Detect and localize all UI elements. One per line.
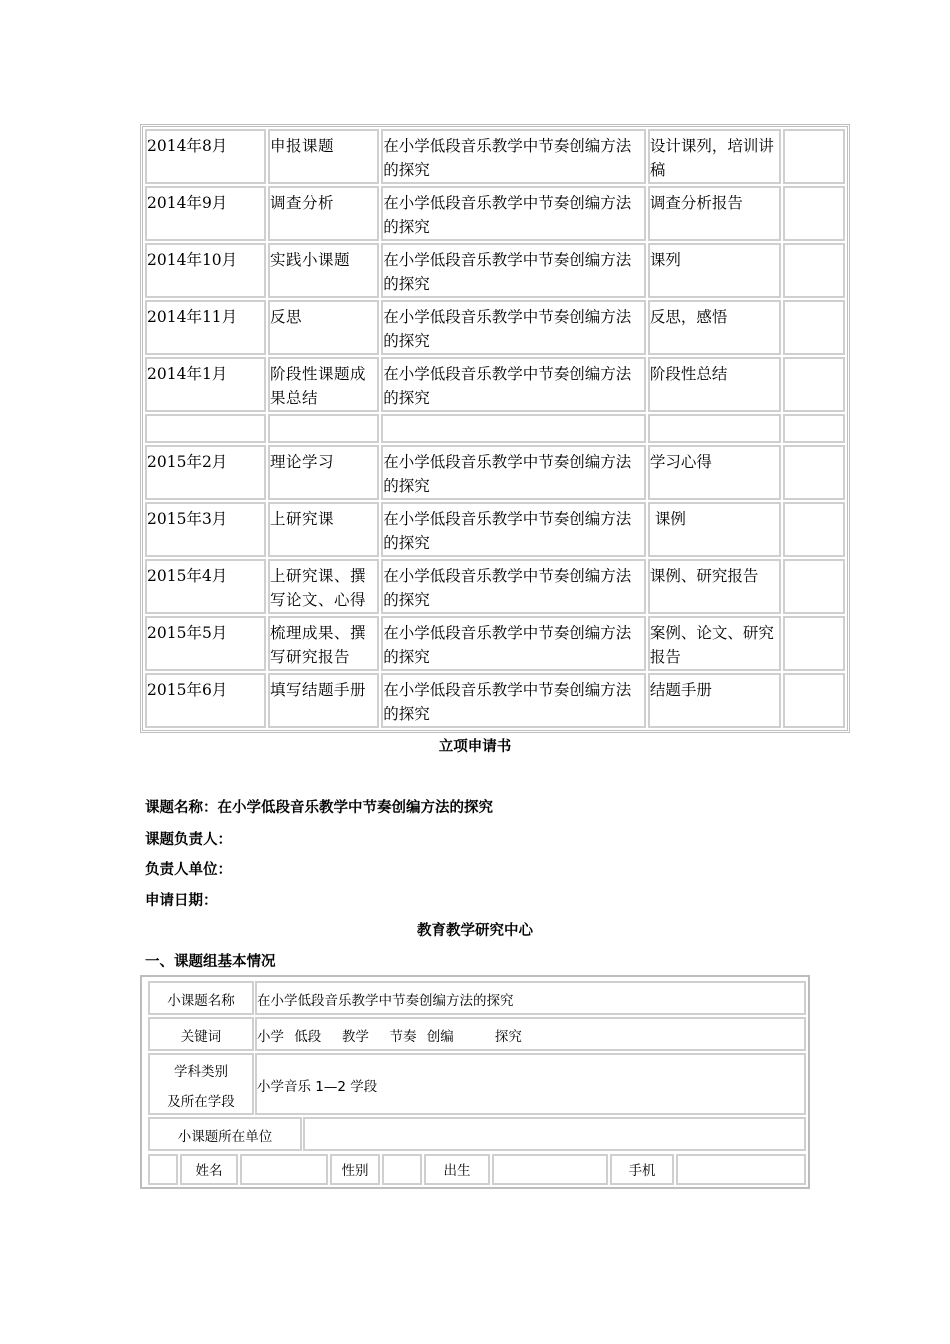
remark-cell xyxy=(783,502,845,557)
stage-cell: 反思 xyxy=(268,300,379,355)
date-cell: 2015年6月 xyxy=(145,673,266,728)
date-cell: 2014年11月 xyxy=(145,300,266,355)
outcome-cell: 案例、论文、研究报告 xyxy=(648,616,781,671)
schedule-row xyxy=(145,445,845,500)
schedule-row xyxy=(145,129,845,184)
date-cell xyxy=(145,414,266,443)
gender-label: 性别 xyxy=(330,1154,380,1185)
outcome-cell: 课例、研究报告 xyxy=(648,559,781,614)
schedule-row xyxy=(145,559,845,614)
schedule-row xyxy=(145,414,845,443)
schedule-row xyxy=(145,300,845,355)
outcome-cell: 设计课列，培训讲稿 xyxy=(648,129,781,184)
outcome-cell: 调查分析报告 xyxy=(648,186,781,241)
name-label: 姓名 xyxy=(180,1154,238,1185)
date-cell: 2015年4月 xyxy=(145,559,266,614)
schedule-row xyxy=(145,243,845,298)
date-cell: 2015年5月 xyxy=(145,616,266,671)
schedule-row xyxy=(145,673,845,728)
topic-name-value: 在小学低段音乐教学中节奏创编方法的探究 xyxy=(255,981,806,1015)
gender-value xyxy=(382,1154,422,1185)
subject-label xyxy=(148,1053,254,1115)
stage-cell xyxy=(268,414,379,443)
remark-cell xyxy=(783,673,845,728)
stage-cell: 实践小课题 xyxy=(268,243,379,298)
content-cell: 在小学低段音乐教学中节奏创编方法的探究 xyxy=(381,673,646,728)
remark-cell xyxy=(783,357,845,412)
content-cell: 在小学低段音乐教学中节奏创编方法的探究 xyxy=(381,300,646,355)
stage-cell: 上研究课 xyxy=(268,502,379,557)
content-cell: 在小学低段音乐教学中节奏创编方法的探究 xyxy=(381,129,646,184)
remark-cell xyxy=(783,243,845,298)
content-cell: 在小学低段音乐教学中节奏创编方法的探究 xyxy=(381,243,646,298)
outcome-cell: 学习心得 xyxy=(648,445,781,500)
outcome-cell: 结题手册 xyxy=(648,673,781,728)
member-index-cell xyxy=(148,1154,178,1185)
topic-name-label: 小课题名称 xyxy=(148,981,254,1015)
stage-cell: 理论学习 xyxy=(268,445,379,500)
date-cell: 2014年10月 xyxy=(145,243,266,298)
stage-cell: 上研究课、撰写论文、心得 xyxy=(268,559,379,614)
section-title: 一、课题组基本情况 xyxy=(145,954,276,970)
content-cell: 在小学低段音乐教学中节奏创编方法的探究 xyxy=(381,616,646,671)
topic-name-line: 课题名称：在小学低段音乐教学中节奏创编方法的探究 xyxy=(145,800,493,816)
remark-cell xyxy=(783,616,845,671)
organization-name: 教育教学研究中心 xyxy=(417,923,533,939)
date-cell: 2014年1月 xyxy=(145,357,266,412)
birth-label: 出生 xyxy=(424,1154,490,1185)
schedule-row xyxy=(145,357,845,412)
subject-label-line-2: 及所在学段 xyxy=(167,1094,235,1110)
content-cell: 在小学低段音乐教学中节奏创编方法的探究 xyxy=(381,357,646,412)
content-cell: 在小学低段音乐教学中节奏创编方法的探究 xyxy=(381,445,646,500)
remark-cell xyxy=(783,559,845,614)
content-cell: 在小学低段音乐教学中节奏创编方法的探究 xyxy=(381,559,646,614)
date-line: 申请日期： xyxy=(145,893,218,909)
outcome-cell: 反思，感悟 xyxy=(648,300,781,355)
stage-cell: 阶段性课题成果总结 xyxy=(268,357,379,412)
subject-label-line-1: 学科类别 xyxy=(174,1064,228,1080)
schedule-body xyxy=(145,129,845,728)
date-cell: 2015年3月 xyxy=(145,502,266,557)
application-title: 立项申请书 xyxy=(438,739,512,755)
topic-unit-label: 小课题所在单位 xyxy=(148,1117,302,1151)
subject-value: 小学音乐 1—2 学段 xyxy=(255,1053,806,1115)
schedule-row xyxy=(145,502,845,557)
name-value xyxy=(240,1154,328,1185)
stage-cell: 梳理成果、撰写研究报告 xyxy=(268,616,379,671)
leader-line: 课题负责人： xyxy=(145,832,232,848)
content-cell: 在小学低段音乐教学中节奏创编方法的探究 xyxy=(381,502,646,557)
date-cell: 2015年2月 xyxy=(145,445,266,500)
basic-info-table xyxy=(140,975,810,1189)
keywords-label: 关键词 xyxy=(148,1017,254,1051)
research-schedule-table xyxy=(140,124,850,733)
date-cell: 2014年9月 xyxy=(145,186,266,241)
outcome-cell: 课列 xyxy=(648,243,781,298)
topic-unit-value xyxy=(303,1117,806,1151)
stage-cell: 调查分析 xyxy=(268,186,379,241)
remark-cell xyxy=(783,300,845,355)
unit-line: 负责人单位： xyxy=(145,862,232,878)
stage-cell: 申报课题 xyxy=(268,129,379,184)
remark-cell xyxy=(783,129,845,184)
content-cell: 在小学低段音乐教学中节奏创编方法的探究 xyxy=(381,186,646,241)
outcome-cell xyxy=(648,414,781,443)
phone-label: 手机 xyxy=(610,1154,674,1185)
phone-value xyxy=(676,1154,806,1185)
keywords-value: 小学 低段 教学 节奏 创编 探究 xyxy=(255,1017,806,1051)
schedule-row xyxy=(145,616,845,671)
schedule-row xyxy=(145,186,845,241)
outcome-cell: 课例 xyxy=(648,502,781,557)
remark-cell xyxy=(783,414,845,443)
remark-cell xyxy=(783,445,845,500)
outcome-cell: 阶段性总结 xyxy=(648,357,781,412)
remark-cell xyxy=(783,186,845,241)
birth-value xyxy=(492,1154,608,1185)
content-cell xyxy=(381,414,646,443)
date-cell: 2014年8月 xyxy=(145,129,266,184)
stage-cell: 填写结题手册 xyxy=(268,673,379,728)
